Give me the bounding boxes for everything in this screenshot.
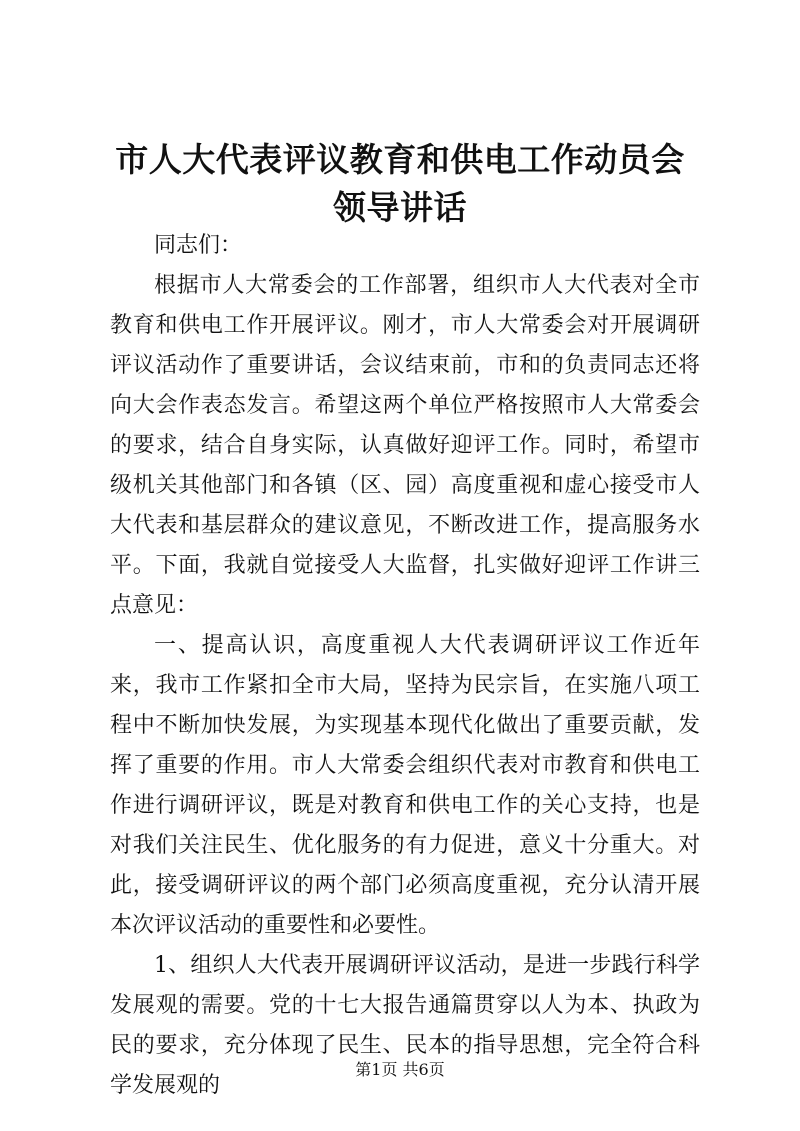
- section-one-paragraph: 一、提高认识，高度重视人大代表调研评议工作近年来，我市工作紧扣全市大局，坚持为民宗旨，在实施八项工程中不断加快发展，为实现基本现代化做出了重要贡献，发挥了重要的作用。市人大常委会组织代表对市教育和供电工作进行调研评议，既是对教育和供电工作的关心支持，也是对我们关注民生、优化服务的有力促进，意义十分重大。对此，接受调研评议的两个部门必须高度重视，充分认清开展本次评议活动的重要性和必要性。: [110, 633, 700, 938]
- document-title: 市人大代表评议教育和供电工作动员会领导讲话: [115, 140, 685, 227]
- intro-paragraph: 根据市人大常委会的工作部署，组织市人大代表对全市教育和供电工作开展评议。刚才，市人大常委会对开展调研评议活动作了重要讲话，会议结束前，市和的负责同志还将向大会作表态发言。希望这两个单位严格按照市人大常委会的要求，结合自身实际，认真做好迎评工作。同时，希望市级机关其他部门和各镇（区、园）高度重视和虚心接受市人大代表和基层群众的建议意见，不断改进工作，提高服务水平。下面，我就自觉接受人大监督，扎实做好迎评工作讲三点意见：: [110, 273, 700, 618]
- page-number-footer: 第1页 共6页: [355, 1060, 445, 1079]
- salutation-paragraph: 同志们：: [154, 233, 243, 258]
- document-body: [110, 226, 700, 1106]
- point-one-paragraph: 1、组织人大代表开展调研评议活动，是进一步践行科学发展观的需要。党的十七大报告通篇贯穿以人为本、执政为民的要求，充分体现了民生、民本的指导思想，完全符合科学发展观的: [110, 953, 700, 1098]
